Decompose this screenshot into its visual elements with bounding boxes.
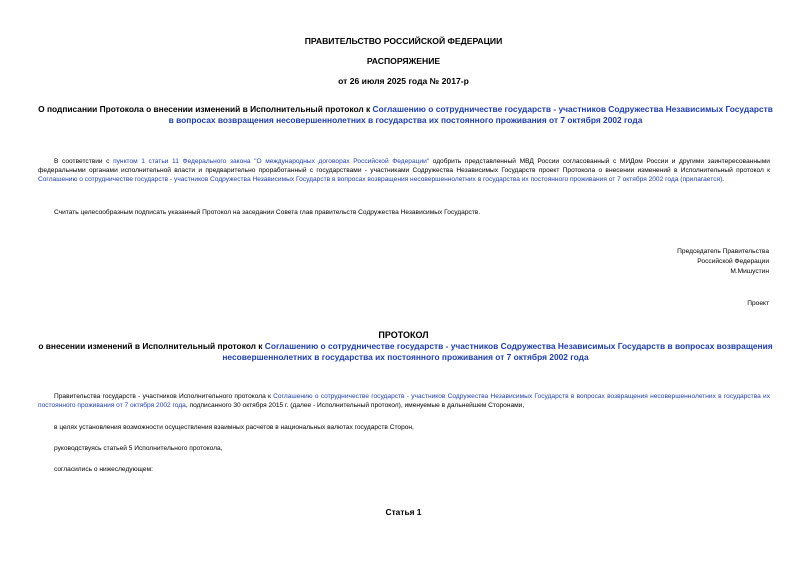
protocol-heading: ПРОТОКОЛ xyxy=(378,330,429,340)
article-heading: Статья 1 xyxy=(385,507,422,517)
order-title xyxy=(38,104,773,125)
document-date-number: от 26 июля 2025 года № 2017-р xyxy=(338,76,469,86)
signature-country: Российской Федерации xyxy=(697,258,769,265)
attachment-link[interactable]: (прилагается) xyxy=(680,176,723,184)
agreement-link-2[interactable]: Соглашению о сотрудничестве государств - участников Содружества Независимых Государств в вопросах возвращения несовершеннолетних в государства их постоянного проживания от 7 октября 2002 года xyxy=(38,176,679,184)
protocol-agreement-link[interactable]: Соглашению о сотрудничестве государств - участников Содружества Независимых Государств в вопросах возвращения несовершеннолетних в государства их постоянного проживания от 7 октября 2002 года xyxy=(222,341,773,362)
order-paragraph-1 xyxy=(38,157,770,185)
protocol-paragraph-2: в целях установления возможности осуществления взаимных расчетов в национальных валютах государств Сторон, xyxy=(54,424,414,431)
protocol-paragraph-3: руководствуясь статьей 5 Исполнительного протокола, xyxy=(54,445,223,452)
protocol-title xyxy=(38,341,773,362)
document-type: РАСПОРЯЖЕНИЕ xyxy=(366,56,441,66)
protocol-paragraph-4: согласились о нижеследующем: xyxy=(54,466,153,473)
signature-position: Председатель Правительства xyxy=(677,248,769,255)
project-label: Проект xyxy=(747,300,769,307)
text-segment: В соответствии с xyxy=(54,158,114,165)
agreement-link[interactable]: Соглашению о сотрудничестве государств - участников Содружества Независимых Государств в вопросах возвращения несовершеннолетних в государства их постоянного проживания от 7 октября 2002 года xyxy=(168,104,773,125)
order-title-prefix: О подписании Протокола о внесении изменений в Исполнительный протокол к xyxy=(38,104,373,114)
order-paragraph-2: Считать целесообразным подписать указанный Протокол на заседании Совета глав правительств Содружества Независимых Государств. xyxy=(54,209,481,216)
text-segment: одобрить представленный МВД России согласованный с МИДом России и другими заинтересованными федеральными органами исполнительной власти и предварительно проработанный с государствами - участниками Содружества Независимых Государств проект Протокола о внесении изменений в Исполнительный протокол к xyxy=(38,158,770,175)
federal-law-link[interactable]: пунктом 1 статьи 11 Федерального закона "О международных договорах Российской Федерации" xyxy=(113,158,430,165)
signature-name: М.Мишустин xyxy=(730,268,769,275)
protocol-title-prefix: о внесении изменений в Исполнительный протокол к xyxy=(38,341,265,351)
signature-block xyxy=(677,247,769,277)
protocol-paragraph-1 xyxy=(38,392,770,410)
text-segment: Правительства государств - участников Исполнительного протокола к xyxy=(54,393,274,400)
text-segment: . xyxy=(722,176,725,184)
text-segment: , подписанного 30 октября 2015 г. (далее - Исполнительный протокол), именуемые в дальнейшем Сторонами, xyxy=(185,402,525,410)
protocol-agreement-link-2[interactable]: Соглашению о сотрудничестве государств - участников Содружества Независимых Государств в вопросах возвращения несовершеннолетних в государства их постоянного проживания от 7 октября 2002 года xyxy=(38,393,771,410)
government-header: ПРАВИТЕЛЬСТВО РОССИЙСКОЙ ФЕДЕРАЦИИ xyxy=(304,36,503,46)
